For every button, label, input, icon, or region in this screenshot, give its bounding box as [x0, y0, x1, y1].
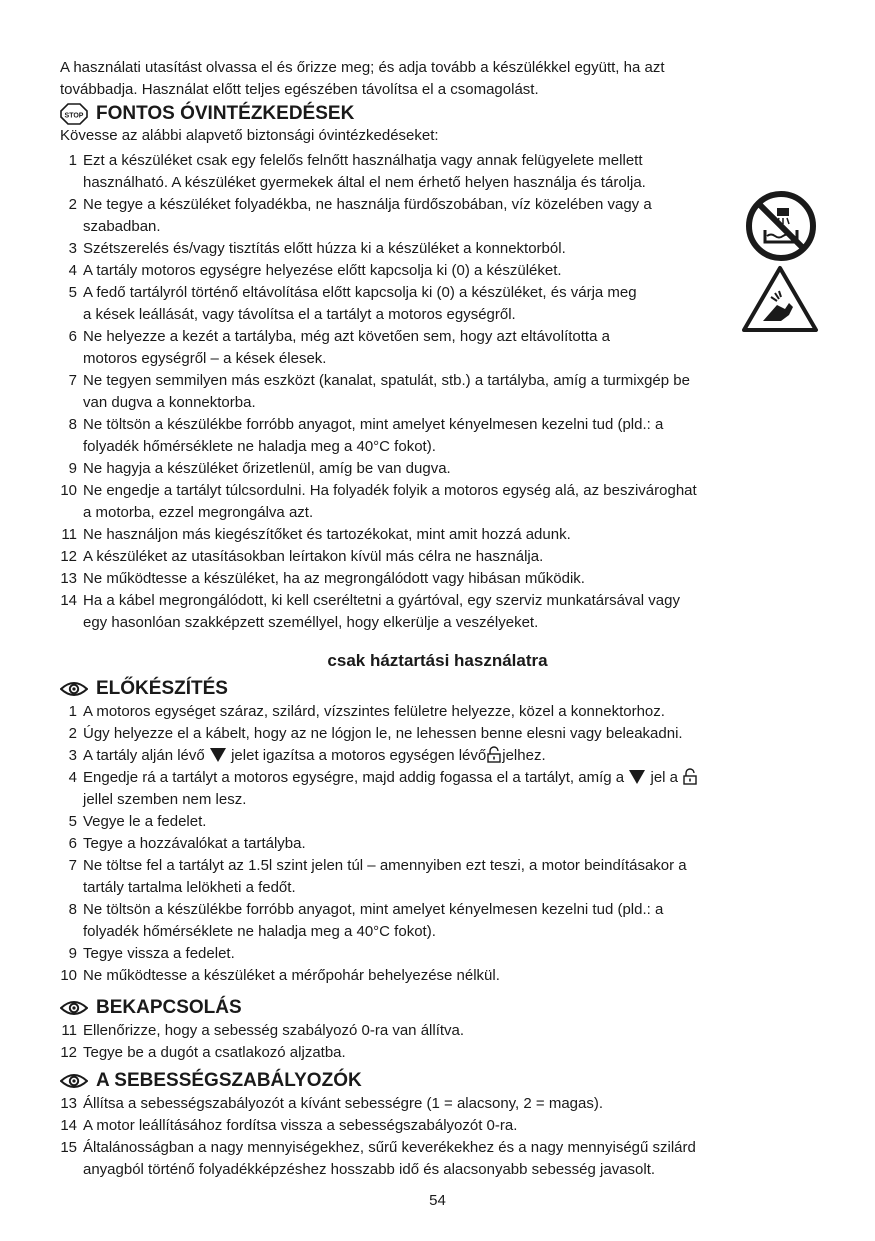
list-item-text: Ne hagyja a készüléket őrizetlenül, amíg be van dugva.: [83, 460, 451, 477]
list-item-text: Ellenőrizze, hogy a sebesség szabályozó 0-ra van állítva.: [83, 1022, 465, 1039]
list-item: 4 Engedje rá a tartályt a motoros egységre, majd addig fogassa el a tartályt, amíg a jel a jellel szemben nem lesz.: [60, 767, 698, 811]
list-item-text: Ha a kábel megrongálódott, ki kell cseréltetni a gyártóval, egy szerviz munkatársával vagy: [83, 592, 680, 609]
power-list: [60, 1020, 464, 1064]
no-water-immersion-icon: [745, 190, 817, 262]
list-item-text: a motorba, ezzel megrongálva azt.: [83, 504, 314, 521]
page-number: 54: [429, 1192, 446, 1209]
list-item: [60, 1137, 696, 1181]
sharp-blade-warning-icon: [741, 265, 819, 333]
list-item-number: 12: [60, 1044, 77, 1061]
list-item-number: 7: [68, 372, 77, 389]
household-use-note: csak háztartási használatra: [327, 651, 548, 670]
list-item: 1 A motoros egységet száraz, szilárd, vízszintes felületre helyezze, közel a konnektorhoz.: [68, 703, 665, 720]
list-item-number: 1: [68, 152, 77, 169]
unlock-icon: [486, 746, 502, 763]
list-item: 2 Úgy helyezze el a kábelt, hogy az ne lógjon le, ne lehessen benne elesni vagy beleakadni.: [68, 725, 683, 742]
list-item-number: 13: [60, 570, 77, 587]
list-item: [60, 1093, 696, 1115]
list-item-number: 14: [60, 592, 77, 609]
list-item: [60, 458, 697, 480]
list-item-text: anyagból történő folyadékképzéshez hosszabb idő és alacsonyabb sebesség javasolt.: [83, 1161, 656, 1178]
list-item-number: 11: [61, 1022, 77, 1039]
power-heading: [60, 996, 242, 1020]
list-item-text: Ezt a készüléket csak egy felelős felnőtt használhatja vagy annak felügyelete mellett: [83, 152, 643, 169]
list-item-text: szabadban.: [83, 218, 161, 235]
list-item: [60, 326, 697, 370]
list-item: [60, 524, 697, 546]
list-item: [60, 414, 697, 458]
list-item-number: 3: [68, 240, 77, 257]
eye-icon: [60, 1072, 88, 1090]
list-item: 9 Tegye vissza a fedelet.: [68, 945, 235, 962]
power-heading-label: BEKAPCSOLÁS: [96, 997, 242, 1018]
list-item-number: 10: [60, 482, 77, 499]
list-item: 3 A tartály alján lévő jelet igazítsa a motoros egységen lévő jelhez.: [68, 747, 546, 764]
prep-heading-label: ELŐKÉSZÍTÉS: [96, 678, 228, 699]
list-item-text: használható. A készüléket gyermekek által el nem érhető helyen használja és tárolja.: [83, 174, 646, 191]
list-item: [60, 590, 697, 634]
list-item-text: Ne töltsön a készülékbe forróbb anyagot, mint amelyet kényelmesen kezelni tud (pld.: a: [83, 416, 664, 433]
list-item-text: van dugva a konnektorba.: [83, 394, 256, 411]
list-item-number: 9: [68, 460, 77, 477]
list-item: [60, 1020, 464, 1042]
safety-heading: [60, 102, 354, 126]
safety-heading-label: FONTOS ÓVINTÉZKEDÉSEK: [96, 103, 355, 124]
list-item-text: A fedő tartályról történő eltávolítása előtt kapcsolja ki (0) a készüléket, és várja meg: [83, 284, 637, 301]
intro-line: A használati utasítást olvassa el és őrizze meg; és adja tovább a készülékkel együtt, ha azt: [60, 59, 665, 76]
list-item: [60, 568, 697, 590]
list-item-text: A tartály motoros egységre helyezése előtt kapcsolja ki (0) a készüléket.: [83, 262, 562, 279]
list-item-number: 2: [68, 196, 77, 213]
list-item-number: 12: [60, 548, 77, 565]
list-item: [60, 1115, 696, 1137]
list-item: [60, 260, 697, 282]
list-item: [60, 546, 697, 568]
list-item-number: 6: [68, 328, 77, 345]
list-item-text: Ne működtesse a készüléket, ha az megrongálódott vagy hibásan működik.: [83, 570, 585, 587]
list-item-text: Ne használjon más kiegészítőket és tartozékokat, mint amit hozzá adunk.: [83, 526, 571, 543]
list-item-text: A motor leállításához fordítsa vissza a sebességszabályozót 0-ra.: [83, 1117, 518, 1134]
list-item-text: Ne engedje a tartályt túlcsordulni. Ha folyadék folyik a motoros egység alá, az beszivároghat: [83, 482, 697, 499]
list-item-number: 11: [61, 526, 77, 543]
speed-heading-label: A SEBESSÉGSZABÁLYOZÓK: [96, 1070, 362, 1091]
list-item: 5 Vegye le a fedelet.: [68, 813, 207, 830]
list-item: [60, 480, 697, 524]
list-item-text: egy hasonlóan szakképzett személlyel, hogy elkerülje a veszélyeket.: [83, 614, 539, 631]
list-item-text: A készüléket az utasításokban leírtakon kívül más célra ne használja.: [83, 548, 544, 565]
list-item-text: Állítsa a sebességszabályozót a kívánt sebességre (1 = alacsony, 2 = magas).: [83, 1095, 604, 1112]
list-item-number: 8: [68, 416, 77, 433]
unlock-icon: [682, 768, 698, 785]
eye-icon: [60, 999, 88, 1017]
intro-text: [60, 57, 665, 101]
intro-line: továbbadja. Használat előtt teljes egészében távolítsa el a csomagolást.: [60, 81, 539, 98]
safety-subheading: Kövesse az alábbi alapvető biztonsági óvintézkedéseket:: [60, 127, 439, 144]
down-triangle-mark-icon: [209, 747, 227, 763]
speed-heading: [60, 1069, 362, 1093]
eye-icon: [60, 680, 88, 698]
list-item: 6 Tegye a hozzávalókat a tartályba.: [68, 835, 306, 852]
list-item: 8 Ne töltsön a készülékbe forróbb anyagot, mint amelyet kényelmesen kezelni tud (pld.: a folyadék hőmérséklete ne haladja meg a 40°C fokot).: [68, 901, 664, 940]
prep-heading: [60, 677, 228, 701]
list-item: 10 Ne működtesse a készüléket a mérőpohár behelyezése nélkül.: [60, 967, 500, 984]
stop-icon: [60, 103, 88, 125]
list-item: [60, 282, 697, 326]
speed-list: [60, 1093, 696, 1181]
list-item-text: Ne tegyen semmilyen más eszközt (kanalat, spatulát, stb.) a tartályba, amíg a turmixgép be: [83, 372, 690, 389]
list-item: [60, 1042, 464, 1064]
list-item-text: Tegye be a dugót a csatlakozó aljzatba.: [83, 1044, 346, 1061]
safety-list: [60, 150, 697, 634]
list-item-number: 5: [68, 284, 77, 301]
list-item-text: motoros egységről – a kések élesek.: [83, 350, 327, 367]
list-item: [60, 238, 697, 260]
list-item-text: a kések leállását, vagy távolítsa el a tartályt a motoros egységről.: [83, 306, 516, 323]
list-item-text: Ne tegye a készüléket folyadékba, ne használja fürdőszobában, víz közelében vagy a: [83, 196, 652, 213]
list-item: [60, 370, 697, 414]
prep-list: [60, 701, 698, 987]
stop-icon-label: STOP: [64, 112, 84, 120]
list-item: 7 Ne töltse fel a tartályt az 1.5l szint jelen túl – amennyiben ezt teszi, a motor beindításakor a tartály tartalma lelökheti a fedőt.: [68, 857, 687, 896]
list-item-text: folyadék hőmérséklete ne haladja meg a 40°C fokot).: [83, 438, 436, 455]
down-triangle-mark-icon: [628, 769, 646, 785]
list-item-number: 15: [60, 1139, 77, 1156]
list-item-number: 4: [68, 262, 77, 279]
list-item-text: Szétszerelés és/vagy tisztítás előtt húzza ki a készüléket a konnektorból.: [83, 240, 566, 257]
list-item-number: 14: [60, 1117, 77, 1134]
list-item-text: Általánosságban a nagy mennyiségekhez, sűrű keverékekhez és a nagy mennyiségű szilárd: [83, 1139, 696, 1156]
list-item-text: Ne helyezze a kezét a tartályba, még azt követően sem, hogy azt eltávolította a: [83, 328, 610, 345]
list-item: [60, 150, 697, 194]
list-item-number: 13: [60, 1095, 77, 1112]
list-item: [60, 194, 697, 238]
